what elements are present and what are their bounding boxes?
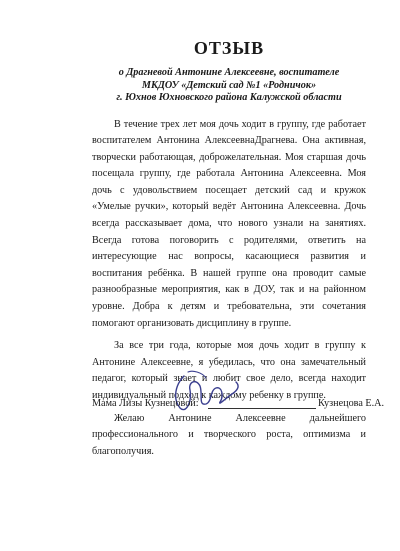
- body-paragraph: В течение трех лет моя дочь ходит в группу, где работает воспитателем Антонина АлексеевнаДрагнева. Она активная, творчески работающая, доброжелательная. Моя старшая дочь посещала группу, где работала Антонина Алексеевна. Моя дочь с удовольствием посещает детский сад и кружок «Умелые ручки», который ведёт Антонина Алексеевна. Дочь всегда рассказывает дома, что нового узнали на занятиях. Всегда готова поговорить с родителями, ответить на интересующие нас вопросы, касающиеся развития и воспитания ребёнка. В нашей группе она проводит самые разнообразные мероприятия, как в ДОУ, так и на районном уровне. Добра к детям и требовательна, эти сочетания помогают организовать дисциплину в группе.: [92, 118, 366, 329]
- subtitle-line: о Драгневой Антонине Алексеевне, воспитателе: [118, 67, 340, 78]
- signer-label: Мама Лизы Кузнецовой:: [92, 398, 199, 409]
- document-subtitle: [92, 67, 366, 105]
- signer-name: Кузнецова Е.А.: [318, 398, 385, 409]
- signature-row: [92, 396, 385, 418]
- signature-line: [208, 408, 316, 409]
- subtitle-line: МКДОУ «Детский сад №1 «Родничок»: [141, 79, 317, 91]
- document-title: ОТЗЫВ: [193, 38, 265, 58]
- body-paragraph: Желаю Антонине Алексеевне дальнейшего профессионального и творческого роста, оптимизма и благополучия.: [92, 412, 366, 457]
- subtitle-line: г. Юхнов Юхновского района Калужской области: [116, 92, 342, 103]
- body-paragraph: За все три года, которые моя дочь ходит в группу к Антонине Алексеевне, я убедилась, что она замечательный педагог, который знает и любит свое дело, всегда находит индивидуальный подход к каждому ребенку в группе.: [92, 340, 366, 401]
